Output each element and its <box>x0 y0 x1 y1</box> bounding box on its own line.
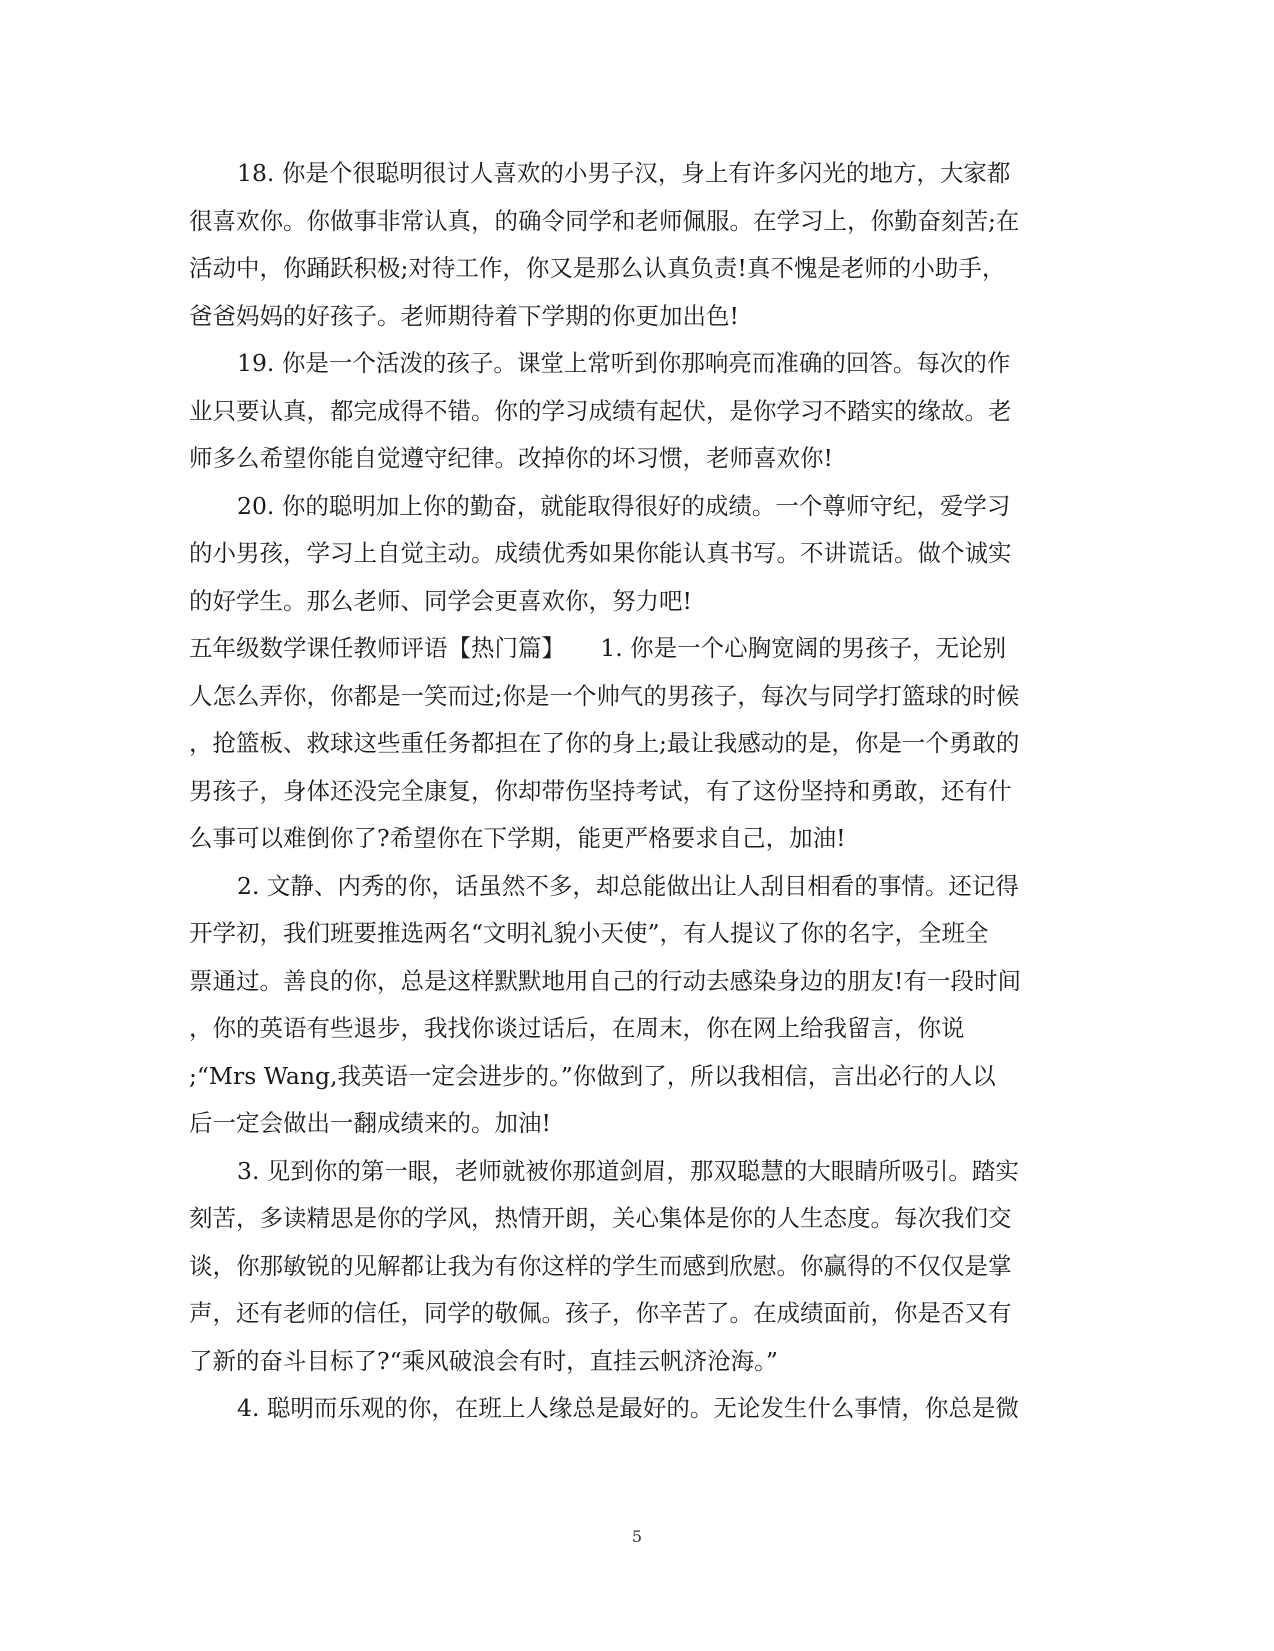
text-line: 了新的奋斗目标了?“乘风破浪会有时，直挂云帆济沧海。” <box>189 1346 778 1375</box>
text-line: 的小男孩，学习上自觉主动。成绩优秀如果你能认真书写。不讲谎话。做个诚实 <box>189 539 1012 567</box>
text-line: 男孩子，身体还没完全康复，你却带伤坚持考试，有了这份坚持和勇敢，还有什 <box>189 776 1012 805</box>
text-line: ;“Mrs Wang,我英语一定会进步的。”你做到了，所以我相信，言出必行的人以 <box>189 1061 996 1090</box>
text-line: ，你的英语有些退步，我找你谈过话后，在周末，你在网上给我留言，你说 <box>189 1014 965 1042</box>
text-line: 后一定会做出一翻成绩来的。加油! <box>189 1109 551 1137</box>
text-line: 活动中，你踊跃积极;对待工作，你又是那么认真负责!真不愧是老师的小助手， <box>189 254 1006 282</box>
text-line: 很喜欢你。你做事非常认真，的确令同学和老师佩服。在学习上，你勤奋刻苦;在 <box>189 206 1020 235</box>
text-line: 人怎么弄你，你都是一笑而过;你是一个帅气的男孩子，每次与同学打篮球的时候 <box>189 681 1020 710</box>
text-line: 声，还有老师的信任，同学的敬佩。孩子，你辛苦了。在成绩面前，你是否又有 <box>189 1299 1012 1327</box>
text-line: ，抢篮板、救球这些重任务都担在了你的身上;最让我感动的是，你是一个勇敢的 <box>189 729 1020 757</box>
text-line: 开学初，我们班要推选两名“文明礼貌小天使”，有人提议了你的名字，全班全 <box>189 919 989 947</box>
text-line: 19. 你是一个活泼的孩子。课堂上常听到你那响亮而准确的回答。每次的作 <box>237 349 1011 377</box>
text-line: 谈，你那敏锐的见解都让我为有你这样的学生而感到欣慰。你赢得的不仅仅是掌 <box>189 1251 1012 1280</box>
text-line: 业只要认真，都完成得不错。你的学习成绩有起伏，是你学习不踏实的缘故。老 <box>189 396 1012 425</box>
text-line: 的好学生。那么老师、同学会更喜欢你，努力吧! <box>189 586 692 615</box>
text-line: 20. 你的聪明加上你的勤奋，就能取得很好的成绩。一个尊师守纪，爱学习 <box>237 491 1011 520</box>
page-number: 5 <box>631 1527 643 1546</box>
text-line: 3. 见到你的第一眼，老师就被你那道剑眉，那双聪慧的大眼睛所吸引。踏实 <box>237 1156 1019 1185</box>
text-line: 么事可以难倒你了?希望你在下学期，能更严格要求自己，加油! <box>189 824 846 852</box>
text-line: 五年级数学课任教师评语【热门篇】 1. 你是一个心胸宽阔的男孩子，无论别 <box>189 634 1007 662</box>
text-line: 刻苦，多读精思是你的学风，热情开朗，关心集体是你的人生态度。每次我们交 <box>189 1204 1012 1232</box>
text-line: 18. 你是个很聪明很讨人喜欢的小男子汉，身上有许多闪光的地方，大家都 <box>237 159 1011 187</box>
text-line: 2. 文静、内秀的你，话虽然不多，却总能做出让人刮目相看的事情。还记得 <box>237 871 1019 900</box>
text-line: 票通过。善良的你，总是这样默默地用自己的行动去感染身边的朋友!有一段时间 <box>189 966 1021 995</box>
document-body <box>189 150 1084 1433</box>
text-line: 4. 聪明而乐观的你，在班上人缘总是最好的。无论发生什么事情，你总是微 <box>237 1394 1019 1422</box>
text-line: 师多么希望你能自觉遵守纪律。改掉你的坏习惯，老师喜欢你! <box>189 444 833 472</box>
text-line: 爸爸妈妈的好孩子。老师期待着下学期的你更加出色! <box>189 301 739 330</box>
